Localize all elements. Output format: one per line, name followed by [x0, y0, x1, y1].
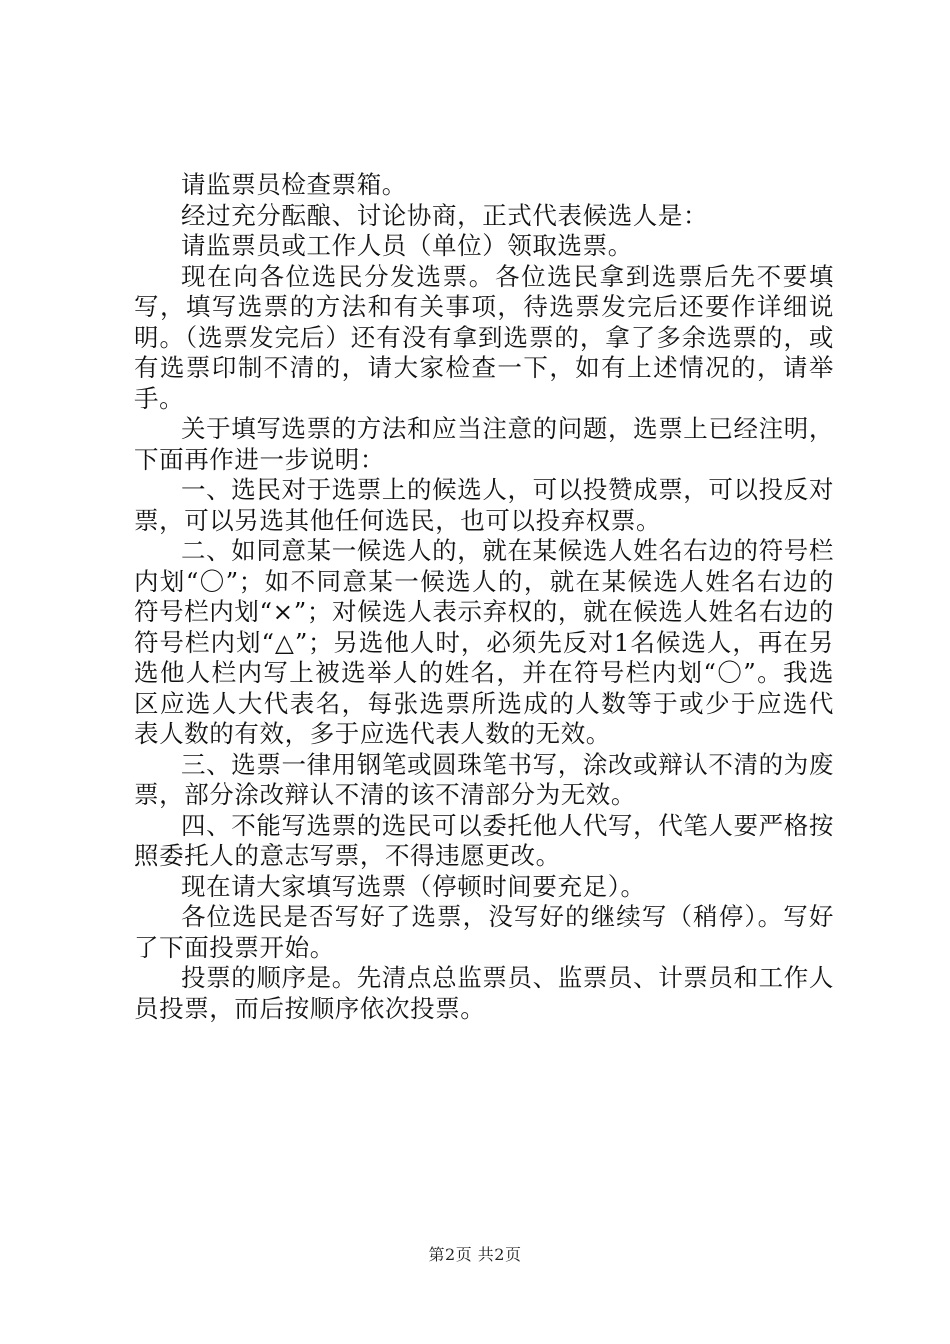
paragraph: 关于填写选票的方法和应当注意的问题，选票上已经注明，下面再作进一步说明：: [134, 414, 834, 474]
paragraph: 二、如同意某一候选人的，就在某候选人姓名右边的符号栏内划“〇”；如不同意某一候选人的，就在某候选人姓名右边的符号栏内划“×”；对候选人表示弃权的，就在候选人姓名右边的符号栏内划“△”；另选他人时，必须先反对1名候选人，再在另选他人栏内写上被选举人的姓名，并在符号栏内划“〇”。我选区应选人大代表名，每张选票所选成的人数等于或少于应选代表人数的有效，多于应选代表人数的无效。: [134, 536, 834, 748]
document-body: [134, 170, 834, 1024]
paragraph: 各位选民是否写好了选票，没写好的继续写（稍停）。写好了下面投票开始。: [134, 902, 834, 962]
paragraph: 投票的顺序是。先清点总监票员、监票员、计票员和工作人员投票，而后按顺序依次投票。: [134, 963, 834, 1023]
paragraph: 四、不能写选票的选民可以委托他人代写，代笔人要严格按照委托人的意志写票，不得违愿更改。: [134, 810, 834, 870]
paragraph: 三、选票一律用钢笔或圆珠笔书写，涂改或辩认不清的为废票，部分涂改辩认不清的该不清部分为无效。: [134, 749, 834, 809]
page-footer: 第2页 共2页: [428, 1245, 522, 1264]
paragraph: 一、选民对于选票上的候选人，可以投赞成票，可以投反对票，可以另选其他任何选民，也可以投弃权票。: [134, 475, 834, 535]
paragraph: 现在向各位选民分发选票。各位选民拿到选票后先不要填写，填写选票的方法和有关事项，待选票发完后还要作详细说明。（选票发完后）还有没有拿到选票的，拿了多余选票的，或有选票印制不清的，请大家检查一下，如有上述情况的，请举手。: [134, 261, 834, 413]
paragraph: 现在请大家填写选票（停顿时间要充足）。: [181, 871, 646, 901]
paragraph: 经过充分酝酿、讨论协商，正式代表候选人是：: [181, 200, 709, 230]
paragraph: 请监票员或工作人员（单位）领取选票。: [181, 231, 633, 260]
paragraph: 请监票员检查票箱。: [181, 170, 407, 199]
